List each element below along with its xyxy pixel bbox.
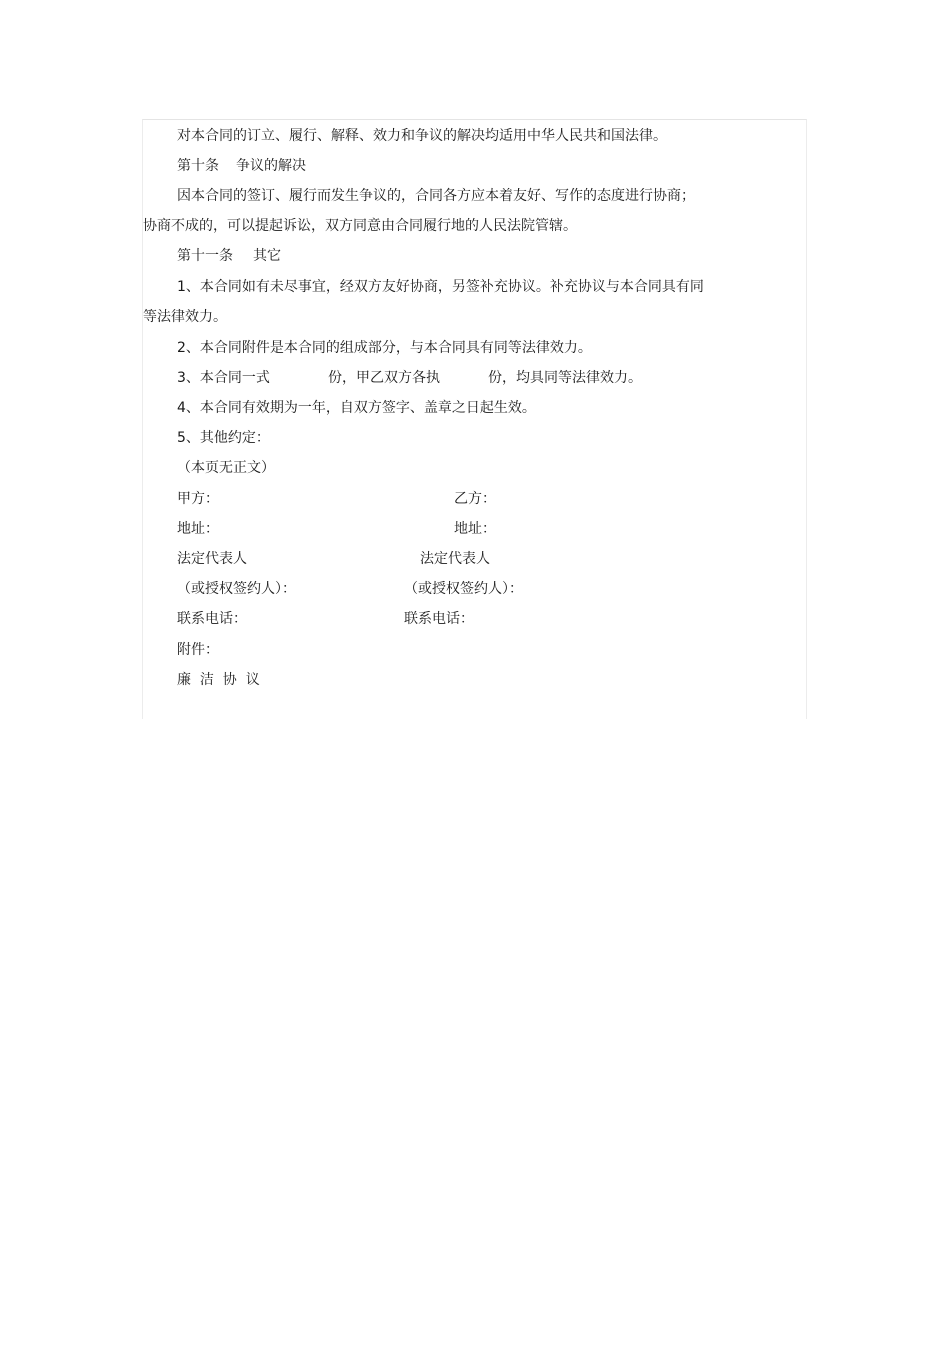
item-3-part-3: 份，均具同等法律效力。 [488,370,642,386]
document-frame [142,119,807,719]
party-b-phone-label: 联系电话： [404,611,474,627]
article-10-text-line-2: 协商不成的，可以提起诉讼，双方同意由合同履行地的人民法院管辖。 [143,218,577,234]
no-text-note: （本页无正文） [177,460,275,476]
party-b-representative-label: 法定代表人 [420,551,490,567]
item-4: 4、本合同有效期为一年，自双方签字、盖章之日起生效。 [177,400,536,416]
item-1-line-1: 1、本合同如有未尽事宜，经双方友好协商，另签补充协议。补充协议与本合同具有同 [177,279,704,295]
party-a-representative-label: 法定代表人 [177,551,247,567]
party-b-label: 乙方： [454,491,496,507]
item-5: 5、其他约定： [177,430,270,446]
party-a-label: 甲方： [177,491,219,507]
party-a-authorized-signer-label: （或授权签约人）： [177,581,296,597]
party-a-address-label: 地址： [177,521,219,537]
article-10-title: 争议的解决 [236,158,306,174]
attachment-label: 附件： [177,642,219,658]
item-3-part-1: 3、本合同一式 [177,370,270,386]
article-11-title: 其它 [253,248,281,264]
party-b-authorized-signer-label: （或授权签约人）： [404,581,523,597]
party-a-phone-label: 联系电话： [177,611,247,627]
attachment-title: 廉 洁 协 议 [177,672,260,688]
item-2: 2、本合同附件是本合同的组成部分，与本合同具有同等法律效力。 [177,340,592,356]
party-b-address-label: 地址： [454,521,496,537]
item-1-line-2: 等法律效力。 [143,309,227,325]
item-3-part-2: 份，甲乙双方各执 [328,370,440,386]
article-11-number: 第十一条 [177,248,233,264]
governing-law-paragraph: 对本合同的订立、履行、解释、效力和争议的解决均适用中华人民共和国法律。 [177,128,667,144]
article-10-text-line-1: 因本合同的签订、履行而发生争议的，合同各方应本着友好、写作的态度进行协商； [177,188,695,204]
article-10-number: 第十条 [177,158,219,174]
